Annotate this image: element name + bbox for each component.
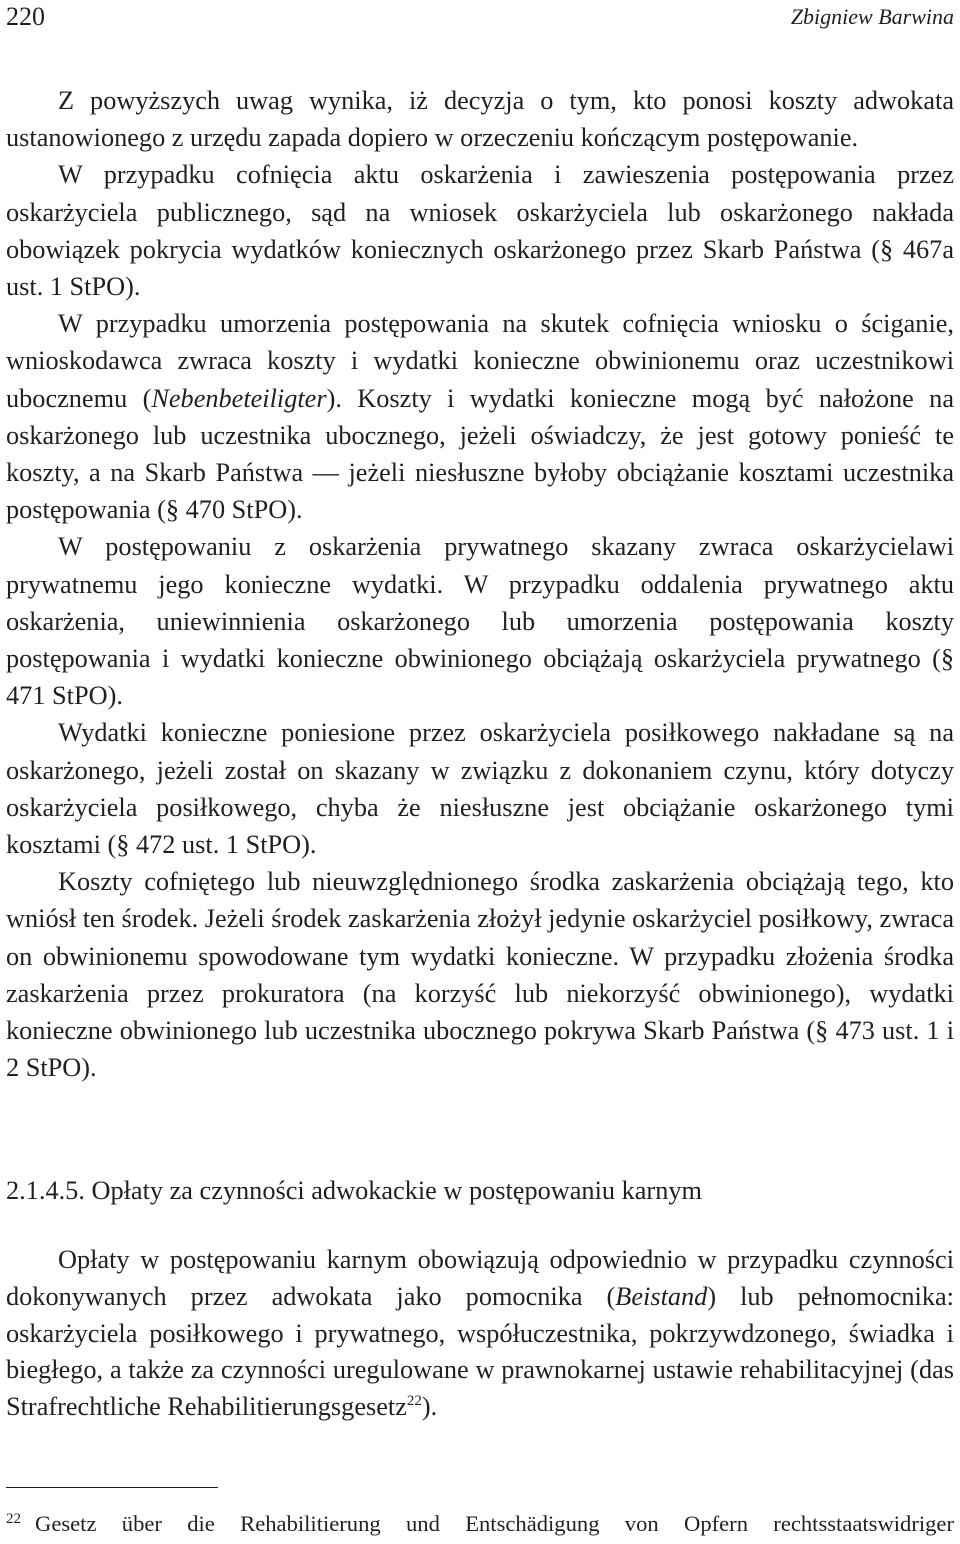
paragraph: W postępowaniu z oskarżenia prywatnego skazany zwraca oskarżycielawi prywatnemu jego konieczne wydatki. W przypadku oddalenia prywatnego aktu oskarżenia, uniewinnienia oskarżonego lub umorzenia postępowania koszty postępowania i wydatki konieczne obwinionego obciążają oskarżyciela prywatnego (§ 471 StPO). bbox=[6, 532, 954, 711]
paragraph: W przypadku cofnięcia aktu oskarżenia i zawieszenia postępowania przez oskarżyciela publicznego, sąd na wniosek oskarżyciela lub oskarżonego nakłada obowiązek pokrycia wydatków koniecznych oskarżonego przez Skarb Państwa (§ 467a ust. 1 StPO). bbox=[6, 160, 954, 302]
main-text bbox=[6, 82, 954, 1086]
paragraph: Wydatki konieczne poniesione przez oskarżyciela posiłkowego nakładane są na oskarżonego, jeżeli został on skazany w związku z dokonaniem czynu, który dotyczy oskarżyciela posiłkowego, chyba że niesłuszne jest obciążanie oskarżonego tymi kosztami (§ 472 ust. 1 StPO). bbox=[6, 718, 954, 860]
section-heading: 2.1.4.5. Opłaty za czynności adwokackie w postępowaniu karnym bbox=[6, 1176, 702, 1205]
paragraph-text: ). Koszty i wydatki konieczne mogą być nałożone na oskarżonego lub uczestnika ubocznego, jeżeli oświadczy, że jest gotowy ponieść te koszty, a na Skarb Państwa — jeżeli niesłuszne byłoby obciążanie kosztami uczestnika postępowania (§ 470 StPO). bbox=[6, 383, 954, 525]
paragraph: Koszty cofniętego lub nieuwzględnionego środka zaskarżenia obciążają tego, kto wniósł ten środek. Jeżeli środek zaskarżenia złożył jedynie oskarżyciel posiłkowy, zwraca on obwinionemu spowodowane tym wydatki konieczne. W przypadku złożenia środka zaskarżenia przez prokuratora (na korzyść lub niekorzyść obwinionego), wydatki konieczne obwinionego lub uczestnika ubocznego pokrywa Skarb Państwa (§ 473 ust. 1 i 2 StPO). bbox=[6, 867, 954, 1083]
footnote-text: Gesetz über die Rehabilitierung und Entschädigung von Opfern rechtsstaatswidriger bbox=[35, 1511, 954, 1536]
running-head-author: Zbigniew Barwina bbox=[790, 4, 954, 29]
paragraph-text: Opłaty w postępowaniu karnym obowiązują odpowiednio w przypadku czynności dokonywanych przez adwokata jako pomocnika ( bbox=[6, 1245, 954, 1311]
page-header bbox=[6, 2, 954, 36]
italic-term: Beistand bbox=[615, 1281, 708, 1311]
footnote bbox=[6, 1509, 954, 1539]
footnote-reference: 22 bbox=[406, 1393, 422, 1410]
paragraph-text: ) lub pełnomocnika: oskarżyciela posiłkowego i prywatnego, współuczestnika, pokrzywdzonego, świadka i biegłego, a także za czynności uregulowane w prawnokarnej ustawie rehabilitacyjnej (das Strafrechtliche Rehabilitierungsgesetz bbox=[6, 1281, 954, 1422]
page-number: 220 bbox=[6, 2, 45, 31]
paragraph bbox=[6, 1242, 954, 1426]
footnote-number: 22 bbox=[6, 1511, 21, 1527]
paragraph: Z powyższych uwag wynika, iż decyzja o tym, kto ponosi koszty adwokata ustanowionego z urzędu zapada dopiero w orzeczeniu kończącym postępowanie. bbox=[6, 86, 954, 153]
italic-term: Nebenbeteiligter bbox=[151, 383, 327, 413]
footnote-divider bbox=[6, 1487, 218, 1488]
paragraph-text: ). bbox=[421, 1392, 438, 1422]
paragraph bbox=[6, 305, 954, 528]
paragraph-text: W przypadku umorzenia postępowania na skutek cofnięcia wniosku o ściganie, wnioskodawca zwraca koszty i wydatki konieczne obwinionemu oraz uczestnikowi ubocznemu ( bbox=[6, 309, 954, 413]
section-body bbox=[6, 1242, 954, 1426]
